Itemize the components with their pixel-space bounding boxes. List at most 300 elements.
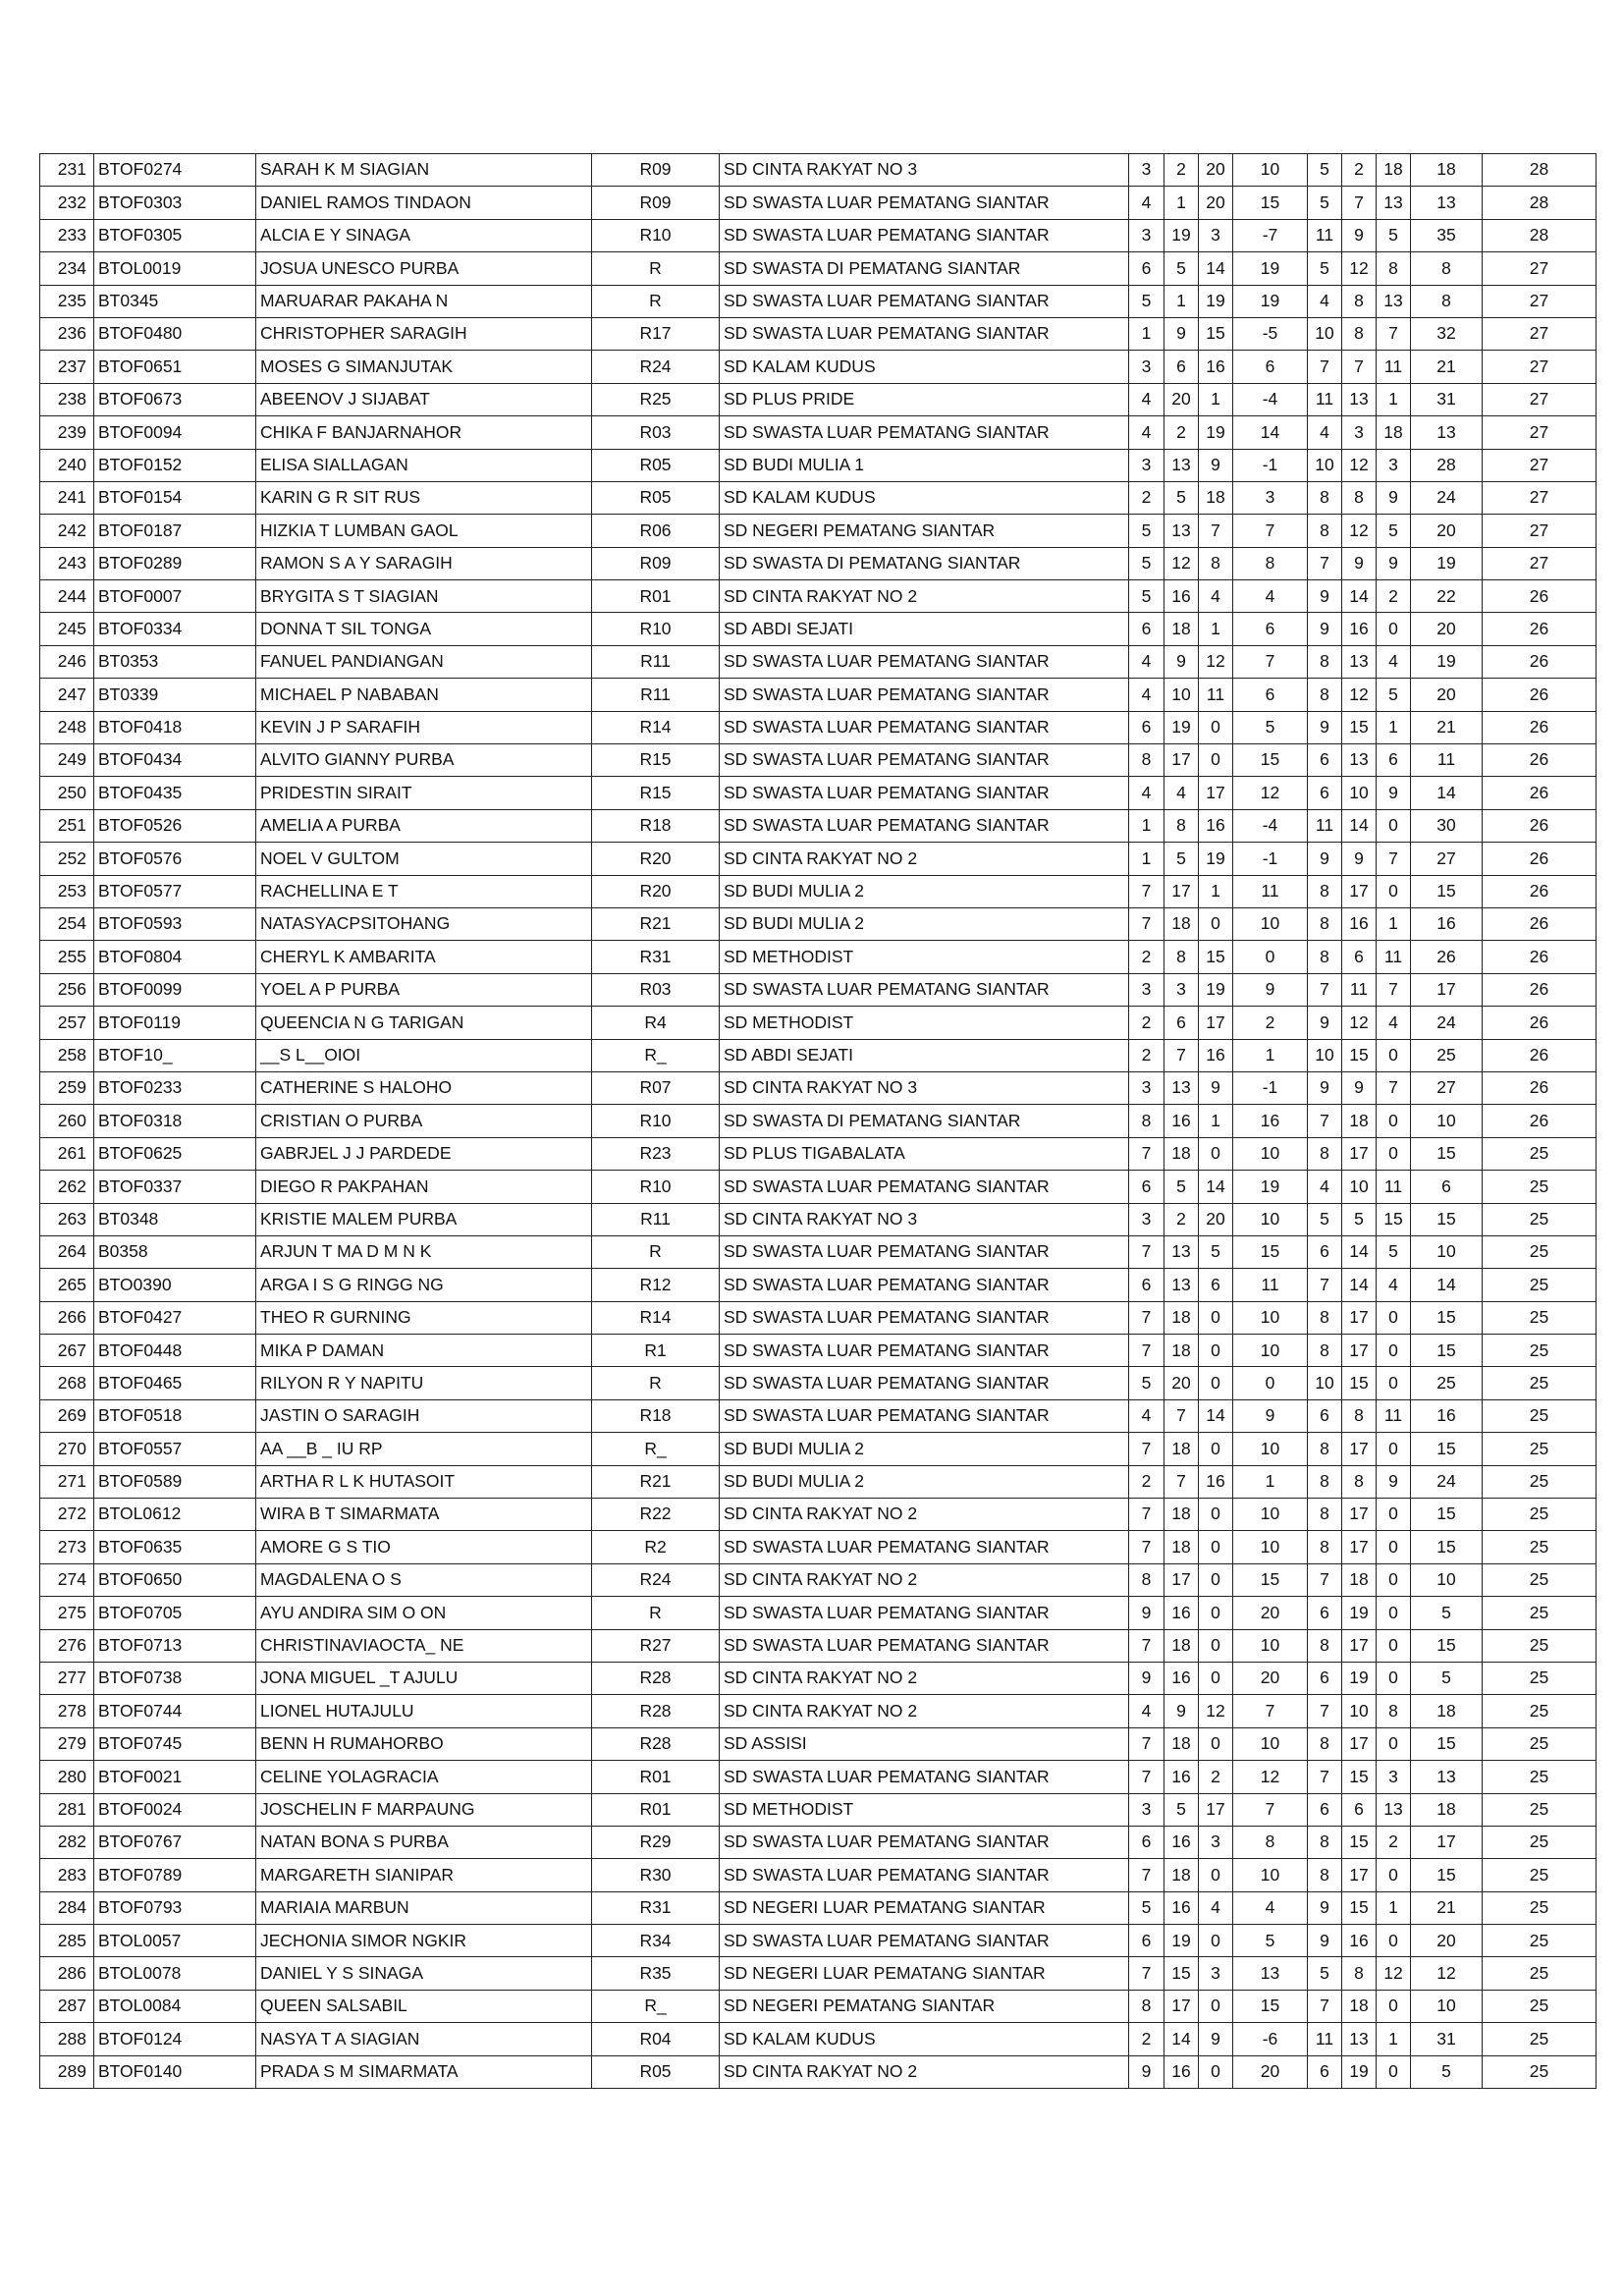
row-number-cell: 288: [40, 2023, 94, 2055]
score-e-cell: 8: [1308, 941, 1342, 973]
score-g-cell: 6: [1377, 744, 1411, 777]
score-d-cell: 10: [1233, 1727, 1308, 1760]
participant-id-cell: BTOF0007: [94, 580, 256, 613]
score-e-cell: 7: [1308, 1269, 1342, 1301]
row-number-cell: 285: [40, 1925, 94, 1957]
score-f-cell: 17: [1342, 1335, 1377, 1367]
student-name-cell: NATASYACPSITOHANG: [256, 907, 592, 940]
row-number-cell: 272: [40, 1499, 94, 1531]
score-d-cell: 20: [1233, 1662, 1308, 1694]
score-f-cell: 8: [1342, 317, 1377, 350]
score-e-cell: 7: [1308, 547, 1342, 579]
score-h-cell: 13: [1411, 416, 1483, 449]
total-score-cell: 27: [1483, 481, 1597, 514]
score-g-cell: 7: [1377, 317, 1411, 350]
row-number-cell: 264: [40, 1235, 94, 1268]
score-a-cell: 2: [1129, 941, 1164, 973]
score-d-cell: 0: [1233, 941, 1308, 973]
score-h-cell: 15: [1411, 1433, 1483, 1465]
school-name-cell: SD SWASTA LUAR PEMATANG SIANTAR: [720, 1826, 1129, 1858]
score-e-cell: 6: [1308, 1793, 1342, 1826]
row-number-cell: 278: [40, 1695, 94, 1727]
school-name-cell: SD BUDI MULIA 2: [720, 1433, 1129, 1465]
score-h-cell: 31: [1411, 2023, 1483, 2055]
score-a-cell: 4: [1129, 645, 1164, 678]
score-g-cell: 5: [1377, 219, 1411, 251]
score-g-cell: 5: [1377, 515, 1411, 547]
score-c-cell: 4: [1199, 1891, 1233, 1924]
score-c-cell: 3: [1199, 1957, 1233, 1990]
score-d-cell: 10: [1233, 1629, 1308, 1662]
school-name-cell: SD SWASTA LUAR PEMATANG SIANTAR: [720, 1367, 1129, 1399]
school-name-cell: SD KALAM KUDUS: [720, 351, 1129, 383]
score-h-cell: 19: [1411, 547, 1483, 579]
school-name-cell: SD SWASTA LUAR PEMATANG SIANTAR: [720, 1531, 1129, 1563]
score-h-cell: 24: [1411, 1465, 1483, 1498]
score-a-cell: 3: [1129, 219, 1164, 251]
student-name-cell: GABRJEL J J PARDEDE: [256, 1137, 592, 1170]
score-g-cell: 0: [1377, 809, 1411, 842]
score-d-cell: 15: [1233, 1990, 1308, 2022]
score-f-cell: 15: [1342, 711, 1377, 743]
score-d-cell: 1: [1233, 1465, 1308, 1498]
student-name-cell: MAGDALENA O S: [256, 1563, 592, 1596]
score-a-cell: 8: [1129, 744, 1164, 777]
score-b-cell: 1: [1164, 187, 1199, 219]
score-h-cell: 27: [1411, 1071, 1483, 1104]
score-g-cell: 0: [1377, 1301, 1411, 1334]
score-h-cell: 6: [1411, 1171, 1483, 1203]
score-e-cell: 4: [1308, 416, 1342, 449]
school-name-cell: SD CINTA RAKYAT NO 2: [720, 1563, 1129, 1596]
score-b-cell: 5: [1164, 481, 1199, 514]
room-code-cell: R: [592, 1367, 720, 1399]
row-number-cell: 257: [40, 1007, 94, 1039]
student-name-cell: KARIN G R SIT RUS: [256, 481, 592, 514]
score-d-cell: 10: [1233, 1531, 1308, 1563]
table-row: [40, 1499, 1597, 1531]
score-d-cell: -5: [1233, 317, 1308, 350]
table-row: [40, 1367, 1597, 1399]
table-row: [40, 2055, 1597, 2088]
score-b-cell: 10: [1164, 679, 1199, 711]
score-c-cell: 0: [1199, 1531, 1233, 1563]
row-number-cell: 267: [40, 1335, 94, 1367]
total-score-cell: 26: [1483, 907, 1597, 940]
school-name-cell: SD NEGERI PEMATANG SIANTAR: [720, 515, 1129, 547]
score-c-cell: 0: [1199, 1301, 1233, 1334]
total-score-cell: 26: [1483, 744, 1597, 777]
score-d-cell: 7: [1233, 1695, 1308, 1727]
score-c-cell: 19: [1199, 285, 1233, 317]
score-a-cell: 4: [1129, 383, 1164, 415]
score-b-cell: 18: [1164, 1335, 1199, 1367]
score-b-cell: 17: [1164, 744, 1199, 777]
row-number-cell: 241: [40, 481, 94, 514]
room-code-cell: R10: [592, 1171, 720, 1203]
score-c-cell: 0: [1199, 1629, 1233, 1662]
score-e-cell: 9: [1308, 613, 1342, 645]
total-score-cell: 25: [1483, 1826, 1597, 1858]
score-f-cell: 16: [1342, 907, 1377, 940]
total-score-cell: 26: [1483, 580, 1597, 613]
row-number-cell: 274: [40, 1563, 94, 1596]
room-code-cell: R10: [592, 1105, 720, 1137]
score-b-cell: 20: [1164, 383, 1199, 415]
score-c-cell: 0: [1199, 1597, 1233, 1629]
row-number-cell: 261: [40, 1137, 94, 1170]
score-b-cell: 12: [1164, 547, 1199, 579]
score-g-cell: 0: [1377, 1433, 1411, 1465]
score-c-cell: 18: [1199, 481, 1233, 514]
row-number-cell: 271: [40, 1465, 94, 1498]
score-e-cell: 6: [1308, 777, 1342, 809]
room-code-cell: R21: [592, 907, 720, 940]
room-code-cell: R06: [592, 515, 720, 547]
score-d-cell: 10: [1233, 1499, 1308, 1531]
score-a-cell: 9: [1129, 2055, 1164, 2088]
score-f-cell: 11: [1342, 973, 1377, 1006]
score-g-cell: 11: [1377, 1171, 1411, 1203]
score-g-cell: 13: [1377, 187, 1411, 219]
score-f-cell: 8: [1342, 285, 1377, 317]
score-h-cell: 12: [1411, 1957, 1483, 1990]
score-b-cell: 2: [1164, 1203, 1199, 1235]
score-b-cell: 18: [1164, 1433, 1199, 1465]
row-number-cell: 231: [40, 154, 94, 187]
score-g-cell: 3: [1377, 1761, 1411, 1793]
score-e-cell: 8: [1308, 1531, 1342, 1563]
room-code-cell: R09: [592, 187, 720, 219]
participant-id-cell: BTOF0337: [94, 1171, 256, 1203]
room-code-cell: R11: [592, 679, 720, 711]
score-d-cell: 8: [1233, 1826, 1308, 1858]
total-score-cell: 26: [1483, 711, 1597, 743]
score-a-cell: 8: [1129, 1990, 1164, 2022]
score-d-cell: 19: [1233, 252, 1308, 285]
room-code-cell: R22: [592, 1499, 720, 1531]
room-code-cell: R23: [592, 1137, 720, 1170]
score-c-cell: 12: [1199, 1695, 1233, 1727]
score-e-cell: 8: [1308, 515, 1342, 547]
score-d-cell: 9: [1233, 973, 1308, 1006]
score-g-cell: 4: [1377, 1007, 1411, 1039]
school-name-cell: SD CINTA RAKYAT NO 3: [720, 1203, 1129, 1235]
participant-id-cell: BTOF0635: [94, 1531, 256, 1563]
room-code-cell: R03: [592, 973, 720, 1006]
score-c-cell: 1: [1199, 1105, 1233, 1137]
score-g-cell: 0: [1377, 1662, 1411, 1694]
score-c-cell: 0: [1199, 1433, 1233, 1465]
student-name-cell: RILYON R Y NAPITU: [256, 1367, 592, 1399]
score-a-cell: 8: [1129, 1105, 1164, 1137]
score-h-cell: 14: [1411, 1269, 1483, 1301]
score-a-cell: 9: [1129, 1662, 1164, 1694]
row-number-cell: 282: [40, 1826, 94, 1858]
participant-id-cell: BTOF0651: [94, 351, 256, 383]
score-a-cell: 3: [1129, 351, 1164, 383]
row-number-cell: 266: [40, 1301, 94, 1334]
score-d-cell: 15: [1233, 744, 1308, 777]
total-score-cell: 25: [1483, 1399, 1597, 1432]
score-h-cell: 27: [1411, 843, 1483, 875]
score-f-cell: 10: [1342, 1695, 1377, 1727]
room-code-cell: R4: [592, 1007, 720, 1039]
score-b-cell: 5: [1164, 252, 1199, 285]
participant-id-cell: BTOF0625: [94, 1137, 256, 1170]
score-e-cell: 10: [1308, 449, 1342, 481]
room-code-cell: R11: [592, 645, 720, 678]
room-code-cell: R: [592, 252, 720, 285]
student-name-cell: NASYA T A SIAGIAN: [256, 2023, 592, 2055]
student-name-cell: CATHERINE S HALOHO: [256, 1071, 592, 1104]
table-row: [40, 317, 1597, 350]
student-name-cell: ARTHA R L K HUTASOIT: [256, 1465, 592, 1498]
student-name-cell: CHIKA F BANJARNAHOR: [256, 416, 592, 449]
student-name-cell: AMELIA A PURBA: [256, 809, 592, 842]
score-a-cell: 7: [1129, 1433, 1164, 1465]
row-number-cell: 240: [40, 449, 94, 481]
score-b-cell: 7: [1164, 1399, 1199, 1432]
total-score-cell: 25: [1483, 1531, 1597, 1563]
score-c-cell: 16: [1199, 809, 1233, 842]
score-f-cell: 19: [1342, 2055, 1377, 2088]
student-name-cell: ABEENOV J SIJABAT: [256, 383, 592, 415]
room-code-cell: R24: [592, 1563, 720, 1596]
score-e-cell: 8: [1308, 1433, 1342, 1465]
table-row: [40, 679, 1597, 711]
score-e-cell: 10: [1308, 1367, 1342, 1399]
score-b-cell: 17: [1164, 1990, 1199, 2022]
score-a-cell: 6: [1129, 1269, 1164, 1301]
total-score-cell: 25: [1483, 1301, 1597, 1334]
score-c-cell: 20: [1199, 187, 1233, 219]
table-row: [40, 1071, 1597, 1104]
room-code-cell: R28: [592, 1727, 720, 1760]
score-b-cell: 18: [1164, 907, 1199, 940]
score-b-cell: 17: [1164, 1563, 1199, 1596]
score-g-cell: 7: [1377, 843, 1411, 875]
total-score-cell: 26: [1483, 679, 1597, 711]
participant-id-cell: BTOF0154: [94, 481, 256, 514]
score-d-cell: 10: [1233, 1137, 1308, 1170]
score-g-cell: 0: [1377, 1499, 1411, 1531]
room-code-cell: R34: [592, 1925, 720, 1957]
score-d-cell: 11: [1233, 875, 1308, 907]
score-h-cell: 15: [1411, 1727, 1483, 1760]
table-row: [40, 875, 1597, 907]
score-e-cell: 8: [1308, 1335, 1342, 1367]
school-name-cell: SD BUDI MULIA 2: [720, 907, 1129, 940]
school-name-cell: SD PLUS PRIDE: [720, 383, 1129, 415]
score-g-cell: 3: [1377, 449, 1411, 481]
score-f-cell: 17: [1342, 1499, 1377, 1531]
score-h-cell: 21: [1411, 351, 1483, 383]
score-c-cell: 16: [1199, 351, 1233, 383]
row-number-cell: 284: [40, 1891, 94, 1924]
score-c-cell: 17: [1199, 1007, 1233, 1039]
participant-id-cell: BTOF0233: [94, 1071, 256, 1104]
total-score-cell: 26: [1483, 1039, 1597, 1071]
score-f-cell: 15: [1342, 1826, 1377, 1858]
score-h-cell: 21: [1411, 1891, 1483, 1924]
score-h-cell: 25: [1411, 1039, 1483, 1071]
score-c-cell: 16: [1199, 1039, 1233, 1071]
participant-id-cell: BTOF0435: [94, 777, 256, 809]
room-code-cell: R09: [592, 547, 720, 579]
score-c-cell: 16: [1199, 1465, 1233, 1498]
row-number-cell: 289: [40, 2055, 94, 2088]
score-h-cell: 10: [1411, 1235, 1483, 1268]
score-h-cell: 17: [1411, 973, 1483, 1006]
score-h-cell: 15: [1411, 1629, 1483, 1662]
score-b-cell: 5: [1164, 1171, 1199, 1203]
score-e-cell: 7: [1308, 1563, 1342, 1596]
row-number-cell: 260: [40, 1105, 94, 1137]
total-score-cell: 26: [1483, 843, 1597, 875]
score-a-cell: 3: [1129, 1203, 1164, 1235]
room-code-cell: R12: [592, 1269, 720, 1301]
table-row: [40, 515, 1597, 547]
score-f-cell: 5: [1342, 1203, 1377, 1235]
total-score-cell: 27: [1483, 351, 1597, 383]
student-name-cell: SARAH K M SIAGIAN: [256, 154, 592, 187]
score-e-cell: 9: [1308, 711, 1342, 743]
score-b-cell: 18: [1164, 613, 1199, 645]
score-h-cell: 15: [1411, 1137, 1483, 1170]
school-name-cell: SD SWASTA LUAR PEMATANG SIANTAR: [720, 679, 1129, 711]
student-name-cell: KEVIN J P SARAFIH: [256, 711, 592, 743]
table-row: [40, 1465, 1597, 1498]
row-number-cell: 235: [40, 285, 94, 317]
score-b-cell: 9: [1164, 317, 1199, 350]
school-name-cell: SD SWASTA LUAR PEMATANG SIANTAR: [720, 777, 1129, 809]
participant-id-cell: BTOF0673: [94, 383, 256, 415]
score-g-cell: 0: [1377, 1563, 1411, 1596]
score-d-cell: 14: [1233, 416, 1308, 449]
score-c-cell: 8: [1199, 547, 1233, 579]
score-e-cell: 8: [1308, 875, 1342, 907]
total-score-cell: 25: [1483, 1727, 1597, 1760]
score-a-cell: 7: [1129, 1629, 1164, 1662]
school-name-cell: SD CINTA RAKYAT NO 2: [720, 580, 1129, 613]
score-f-cell: 8: [1342, 1465, 1377, 1498]
score-b-cell: 9: [1164, 1695, 1199, 1727]
room-code-cell: R18: [592, 1399, 720, 1432]
score-g-cell: 11: [1377, 1399, 1411, 1432]
score-b-cell: 5: [1164, 1793, 1199, 1826]
score-e-cell: 9: [1308, 1891, 1342, 1924]
participant-id-cell: BTOF0187: [94, 515, 256, 547]
total-score-cell: 28: [1483, 154, 1597, 187]
score-e-cell: 9: [1308, 1071, 1342, 1104]
score-f-cell: 9: [1342, 1071, 1377, 1104]
participant-id-cell: BTOF0650: [94, 1563, 256, 1596]
school-name-cell: SD SWASTA DI PEMATANG SIANTAR: [720, 547, 1129, 579]
participant-id-cell: BTOF0418: [94, 711, 256, 743]
score-b-cell: 16: [1164, 1662, 1199, 1694]
participant-id-cell: BTOF0318: [94, 1105, 256, 1137]
score-a-cell: 1: [1129, 809, 1164, 842]
score-g-cell: 5: [1377, 1235, 1411, 1268]
score-h-cell: 31: [1411, 383, 1483, 415]
row-number-cell: 280: [40, 1761, 94, 1793]
student-name-cell: JOSUA UNESCO PURBA: [256, 252, 592, 285]
school-name-cell: SD SWASTA DI PEMATANG SIANTAR: [720, 1105, 1129, 1137]
score-h-cell: 15: [1411, 875, 1483, 907]
score-f-cell: 18: [1342, 1990, 1377, 2022]
score-d-cell: 3: [1233, 481, 1308, 514]
table-row: [40, 285, 1597, 317]
score-b-cell: 19: [1164, 219, 1199, 251]
score-b-cell: 16: [1164, 1105, 1199, 1137]
participant-id-cell: BTOF0793: [94, 1891, 256, 1924]
score-a-cell: 7: [1129, 1301, 1164, 1334]
participant-id-cell: BTOF0705: [94, 1597, 256, 1629]
room-code-cell: R30: [592, 1859, 720, 1891]
school-name-cell: SD SWASTA LUAR PEMATANG SIANTAR: [720, 1171, 1129, 1203]
score-a-cell: 2: [1129, 481, 1164, 514]
score-e-cell: 7: [1308, 351, 1342, 383]
row-number-cell: 263: [40, 1203, 94, 1235]
room-code-cell: R01: [592, 1761, 720, 1793]
score-b-cell: 13: [1164, 1269, 1199, 1301]
student-name-cell: MARGARETH SIANIPAR: [256, 1859, 592, 1891]
score-d-cell: 4: [1233, 1891, 1308, 1924]
score-e-cell: 6: [1308, 1235, 1342, 1268]
table-row: [40, 645, 1597, 678]
score-d-cell: 6: [1233, 679, 1308, 711]
score-d-cell: 20: [1233, 2055, 1308, 2088]
row-number-cell: 286: [40, 1957, 94, 1990]
score-f-cell: 15: [1342, 1367, 1377, 1399]
score-a-cell: 5: [1129, 515, 1164, 547]
score-c-cell: 14: [1199, 1171, 1233, 1203]
score-e-cell: 8: [1308, 481, 1342, 514]
row-number-cell: 238: [40, 383, 94, 415]
score-e-cell: 8: [1308, 645, 1342, 678]
row-number-cell: 253: [40, 875, 94, 907]
score-b-cell: 16: [1164, 1891, 1199, 1924]
score-h-cell: 15: [1411, 1499, 1483, 1531]
student-name-cell: JOSCHELIN F MARPAUNG: [256, 1793, 592, 1826]
score-a-cell: 3: [1129, 1071, 1164, 1104]
total-score-cell: 25: [1483, 1859, 1597, 1891]
score-g-cell: 0: [1377, 875, 1411, 907]
table-row: [40, 1925, 1597, 1957]
score-f-cell: 13: [1342, 2023, 1377, 2055]
row-number-cell: 244: [40, 580, 94, 613]
score-h-cell: 24: [1411, 1007, 1483, 1039]
score-f-cell: 8: [1342, 481, 1377, 514]
score-h-cell: 11: [1411, 744, 1483, 777]
room-code-cell: R05: [592, 2055, 720, 2088]
score-f-cell: 18: [1342, 1105, 1377, 1137]
score-d-cell: 15: [1233, 1235, 1308, 1268]
score-f-cell: 15: [1342, 1039, 1377, 1071]
score-f-cell: 16: [1342, 613, 1377, 645]
room-code-cell: R10: [592, 219, 720, 251]
score-b-cell: 18: [1164, 1531, 1199, 1563]
room-code-cell: R2: [592, 1531, 720, 1563]
row-number-cell: 252: [40, 843, 94, 875]
score-a-cell: 4: [1129, 187, 1164, 219]
room-code-cell: R10: [592, 613, 720, 645]
score-g-cell: 9: [1377, 481, 1411, 514]
score-a-cell: 6: [1129, 613, 1164, 645]
room-code-cell: R_: [592, 1039, 720, 1071]
participant-id-cell: BTOF0738: [94, 1662, 256, 1694]
